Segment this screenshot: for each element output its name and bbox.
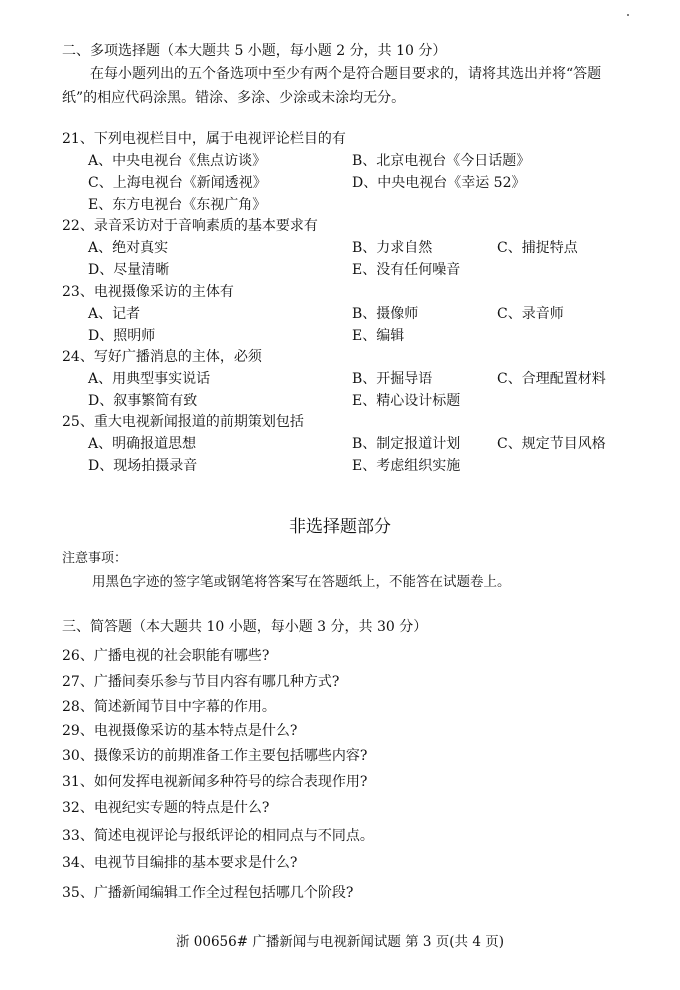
option-c: C、规定节目风格	[497, 436, 606, 452]
short-question: 28、简述新闻节目中字幕的作用。	[62, 699, 276, 715]
option-b: B、摄像师	[352, 306, 419, 322]
short-question: 32、电视纪实专题的特点是什么?	[62, 800, 270, 816]
option-a: A、明确报道思想	[88, 436, 197, 452]
option-b: B、制定报道计划	[352, 436, 461, 452]
option-a: A、用典型事实说话	[88, 371, 211, 387]
option-d: D、照明师	[88, 328, 156, 344]
section2-title: 二、多项选择题（本大题共 5 小题，每小题 2 分，共 10 分）	[62, 43, 447, 59]
option-d: D、尽量清晰	[88, 262, 170, 278]
option-e: E、编辑	[352, 328, 405, 344]
option-e: E、没有任何噪音	[352, 262, 461, 278]
short-question: 30、摄像采访的前期准备工作主要包括哪些内容?	[62, 748, 368, 764]
option-d: D、现场拍摄录音	[88, 458, 198, 474]
question-stem: 21、下列电视栏目中，属于电视评论栏目的有	[62, 131, 346, 147]
notice-label: 注意事项：	[62, 551, 128, 566]
option-c: C、录音师	[497, 306, 564, 322]
option-e: E、东方电视台《东视广角》	[88, 197, 267, 213]
short-question: 26、广播电视的社会职能有哪些?	[62, 648, 270, 664]
option-a: A、记者	[88, 306, 141, 322]
option-d: D、叙事繁简有致	[88, 393, 198, 409]
question-stem: 22、录音采访对于音响素质的基本要求有	[62, 218, 318, 234]
question-stem: 23、电视摄像采访的主体有	[62, 284, 234, 300]
option-a: A、绝对真实	[88, 240, 169, 256]
option-a: A、中央电视台《焦点访谈》	[88, 153, 267, 169]
short-question: 34、电视节目编排的基本要求是什么?	[62, 855, 298, 871]
option-e: E、精心设计标题	[352, 393, 461, 409]
option-b: B、北京电视台《今日话题》	[352, 153, 531, 169]
section3-title: 三、简答题（本大题共 10 小题，每小题 3 分，共 30 分）	[62, 619, 428, 635]
short-question: 29、电视摄像采访的基本特点是什么?	[62, 723, 298, 739]
option-c: C、捕捉特点	[497, 240, 578, 256]
scan-speck	[627, 14, 629, 16]
short-question: 35、广播新闻编辑工作全过程包括哪几个阶段?	[62, 885, 354, 901]
section2-instruction-cont: 纸”的相应代码涂黑。错涂、多涂、少涂或未涂均无分。	[62, 90, 406, 106]
short-question: 31、如何发挥电视新闻多种符号的综合表现作用?	[62, 774, 368, 790]
option-b: B、开掘导语	[352, 371, 433, 387]
short-question: 27、广播间奏乐参与节目内容有哪几种方式?	[62, 674, 340, 690]
section2-instruction: 在每小题列出的五个备选项中至少有两个是符合题目要求的，请将其选出并将“答题	[90, 66, 602, 82]
question-stem: 25、重大电视新闻报道的前期策划包括	[62, 414, 304, 430]
notice-text: 用黑色字迹的签字笔或钢笔将答案写在答题纸上，不能答在试题卷上。	[92, 574, 511, 590]
option-b: B、力求自然	[352, 240, 433, 256]
option-c: C、合理配置材料	[497, 371, 606, 387]
option-e: E、考虑组织实施	[352, 458, 461, 474]
option-c: C、上海电视台《新闻透视》	[88, 175, 267, 191]
short-question: 33、简述电视评论与报纸评论的相同点与不同点。	[62, 828, 374, 844]
question-stem: 24、写好广播消息的主体，必须	[62, 349, 262, 365]
part-title: 非选择题部分	[289, 517, 391, 537]
page-footer: 浙 00656# 广播新闻与电视新闻试题 第 3 页(共 4 页)	[175, 934, 504, 950]
option-d: D、中央电视台《幸运 52》	[352, 175, 526, 191]
